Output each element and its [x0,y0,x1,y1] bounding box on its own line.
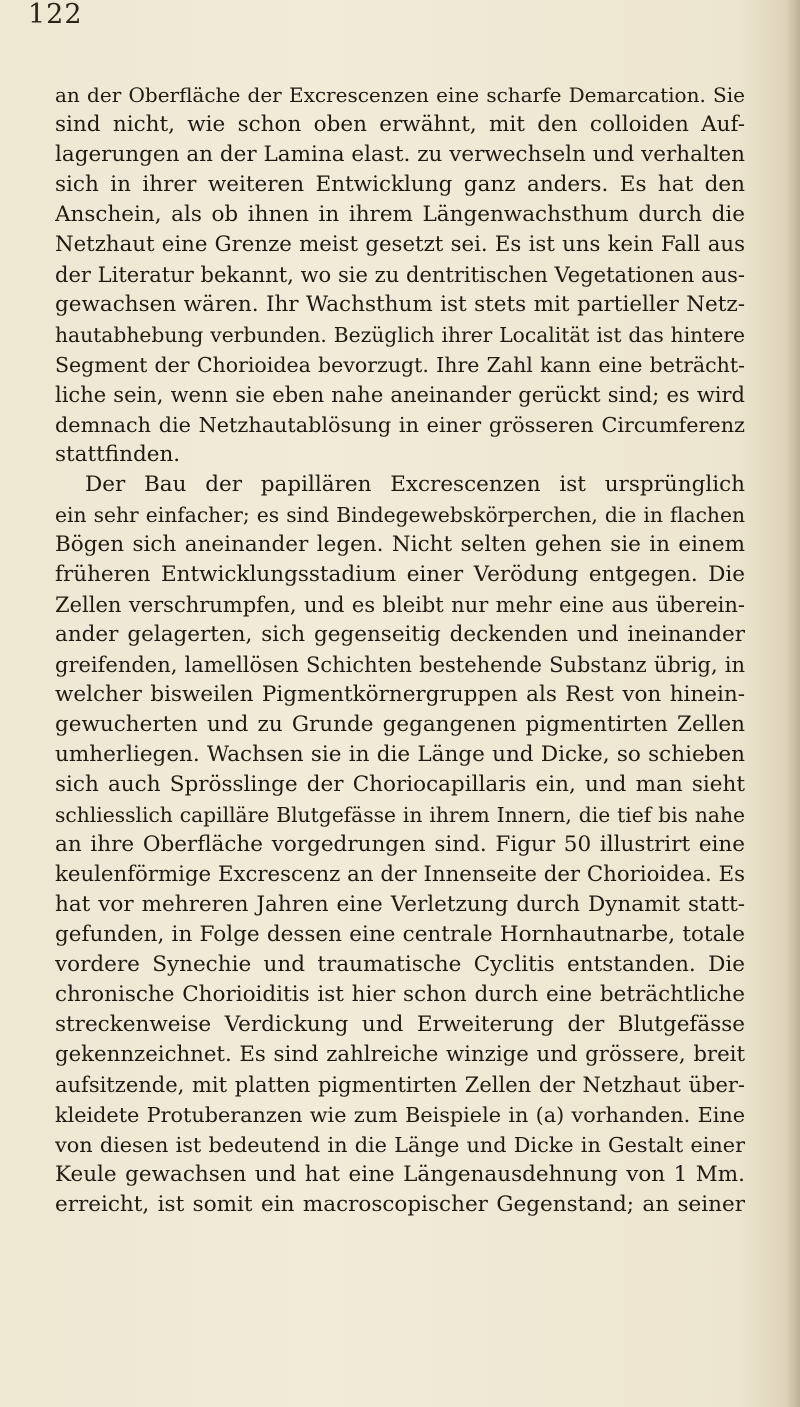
text-line: kleidete Protuberanzen wie zum Beispiele in (a) vorhanden. Eine [55,1103,745,1127]
text-line: greifenden, lamellösen Schichten bestehende Substanz übrig, in [55,653,745,677]
text-line: Anschein, als ob ihnen in ihrem Längenwachsthum durch die [55,202,745,227]
text-line: ander gelagerten, sich gegenseitig deckenden und ineinander [55,622,745,647]
text-line: von diesen ist bedeutend in die Länge und Dicke in Gestalt einer [55,1133,745,1157]
text-line: gekennzeichnet. Es sind zahlreiche winzige und grössere, breit [55,1042,745,1067]
text-line: sind nicht, wie schon oben erwähnt, mit den colloiden Auf- [55,112,745,137]
page-number: 122 [28,0,83,30]
text-line: gewachsen wären. Ihr Wachsthum ist stets mit partieller Netz- [55,292,745,317]
text-line: vordere Synechie und traumatische Cyclitis entstanden. Die [55,952,745,977]
text-line: Segment der Chorioidea bevorzugt. Ihre Zahl kann eine beträcht- [55,353,745,377]
body-text [55,80,745,1220]
text-line: an der Oberfläche der Excrescenzen eine scharfe Demarcation. Sie [55,83,745,107]
text-line: Bögen sich aneinander legen. Nicht selten gehen sie in einem [55,532,745,557]
paragraph-end-line: stattfinden. [55,442,181,467]
text-line: der Literatur bekannt, wo sie zu dentritischen Vegetationen aus- [55,263,745,287]
text-line: demnach die Netzhautablösung in einer grösseren Circumferenz [55,413,745,437]
text-line: Zellen verschrumpfen, und es bleibt nur mehr eine aus überein- [55,593,745,617]
text-line: lagerungen an der Lamina elast. zu verwechseln und verhalten [55,142,745,167]
text-line: umherliegen. Wachsen sie in die Länge und Dicke, so schieben [55,742,745,767]
text-line: chronische Chorioiditis ist hier schon durch eine beträchtliche [55,982,745,1007]
text-line: aufsitzende, mit platten pigmentirten Zellen der Netzhaut über- [55,1073,745,1097]
text-line: erreicht, ist somit ein macroscopischer Gegenstand; an seiner [55,1192,745,1217]
paragraph-start-line: Der Bau der papillären Excrescenzen ist ursprünglich [85,472,745,497]
text-line: sich auch Sprösslinge der Choriocapillaris ein, und man sieht [55,772,745,797]
text-line: liche sein, wenn sie eben nahe aneinander gerückt sind; es wird [55,383,745,407]
text-line: gewucherten und zu Grunde gegangenen pigmentirten Zellen [55,712,745,737]
text-line: welcher bisweilen Pigmentkörnergruppen als Rest von hinein- [55,682,745,707]
text-line: an ihre Oberfläche vorgedrungen sind. Figur 50 illustrirt eine [55,832,745,857]
text-line: gefunden, in Folge dessen eine centrale Hornhautnarbe, totale [55,922,745,947]
text-line: Netzhaut eine Grenze meist gesetzt sei. Es ist uns kein Fall aus [55,232,745,257]
text-line: hat vor mehreren Jahren eine Verletzung durch Dynamit statt- [55,892,745,917]
text-line: streckenweise Verdickung und Erweiterung der Blutgefässe [55,1012,745,1037]
page-edge-shadow [786,0,800,1407]
text-line: Keule gewachsen und hat eine Längenausdehnung von 1 Mm. [55,1162,745,1187]
text-line: keulenförmige Excrescenz an der Innenseite der Chorioidea. Es [55,862,745,887]
text-line: früheren Entwicklungsstadium einer Verödung entgegen. Die [55,562,745,587]
text-line: ein sehr einfacher; es sind Bindegewebskörperchen, die in flachen [55,503,745,527]
text-line: schliesslich capilläre Blutgefässe in ihrem Innern, die tief bis nahe [55,803,745,827]
text-line: hautabhebung verbunden. Bezüglich ihrer Localität ist das hintere [55,323,745,347]
text-line: sich in ihrer weiteren Entwicklung ganz anders. Es hat den [55,172,745,197]
